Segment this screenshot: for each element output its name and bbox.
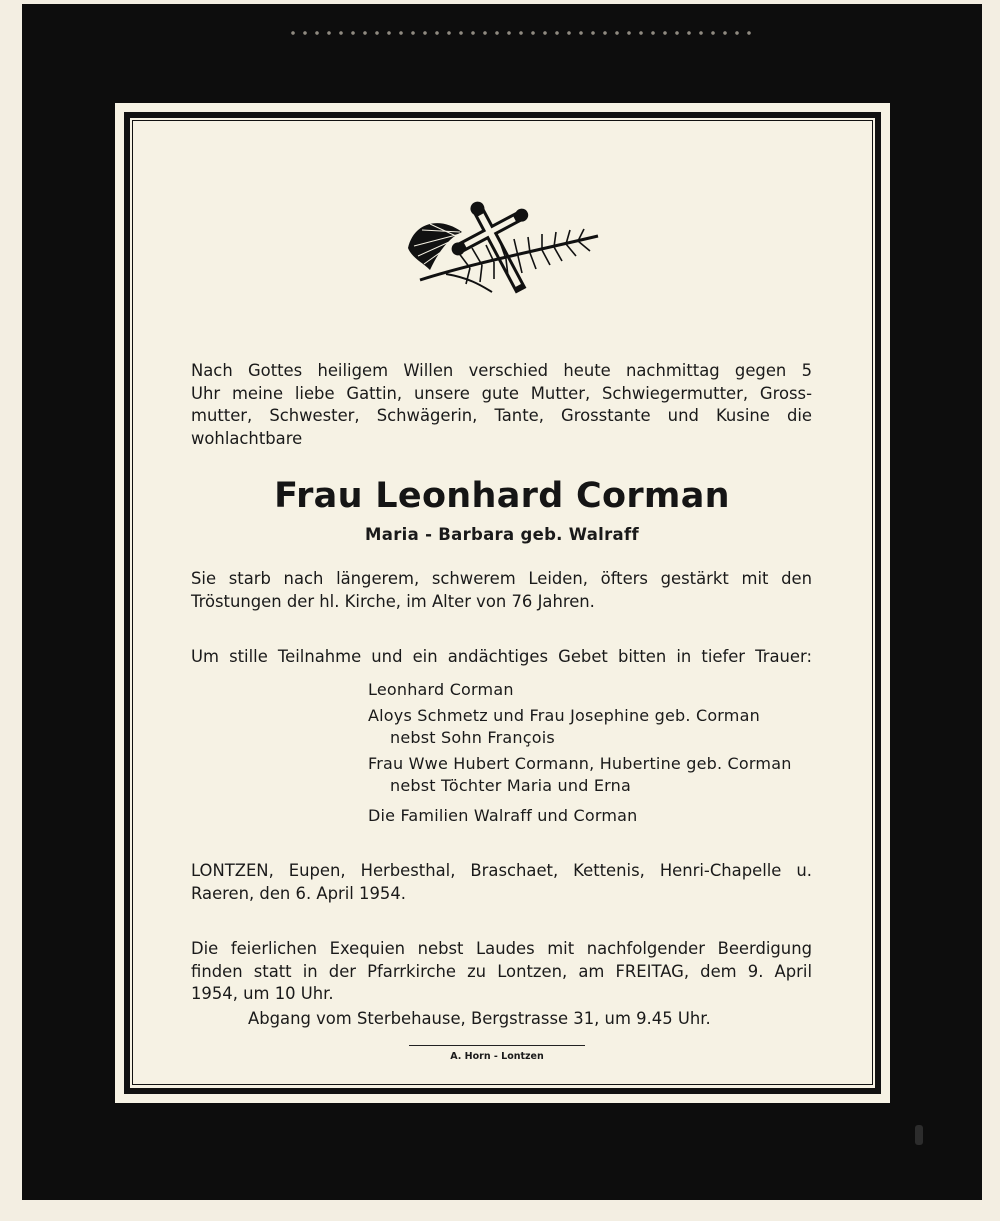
funeral-paragraph xyxy=(191,938,812,1006)
request-line xyxy=(191,646,812,669)
card-notch xyxy=(915,1125,923,1145)
printer-divider xyxy=(409,1045,585,1046)
mourner-family-2-children: nebst Töchter Maria und Erna xyxy=(390,776,632,795)
place-date-line: Raeren, den 6. April 1954. xyxy=(191,883,406,903)
mourner-family-2: Frau Wwe Hubert Cormann, Hubertine geb. Corman xyxy=(368,754,792,773)
place-date-line: LONTZEN, Eupen, Herbesthal, Braschaet, Kettenis, Henri-Chapelle u. xyxy=(191,861,812,880)
perforation-edge xyxy=(287,28,757,38)
funeral-line: finden statt in der Pfarrkirche zu Lontzen, am FREITAG, dem 9. April xyxy=(191,961,812,981)
cross-with-palm-icon xyxy=(400,196,605,302)
death-info-line: Sie starb nach längerem, schwerem Leiden, öfters gestärkt mit den xyxy=(191,569,812,588)
intro-paragraph xyxy=(191,360,812,450)
mourner-families: Die Familien Walraff und Corman xyxy=(368,806,638,825)
intro-line: wohlachtbare xyxy=(191,428,303,448)
death-info-line: Tröstungen der hl. Kirche, im Alter von 76 Jahren. xyxy=(191,591,595,611)
intro-line: Uhr meine liebe Gattin, unsere gute Mutter, Schwiegermutter, Gross- xyxy=(191,383,812,403)
funeral-line: Die feierlichen Exequien nebst Laudes mit nachfolgender Beerdigung xyxy=(191,939,812,958)
funeral-line: 1954, um 10 Uhr. xyxy=(191,984,334,1003)
printer-credit: A. Horn - Lontzen xyxy=(450,1051,544,1062)
deceased-birth-name: Maria - Barbara geb. Walraff xyxy=(365,525,639,544)
mourner-family-1: Aloys Schmetz und Frau Josephine geb. Corman xyxy=(368,706,760,725)
request-text: Um stille Teilnahme und ein andächtiges Gebet bitten in tiefer Trauer: xyxy=(191,647,812,666)
mourner-husband: Leonhard Corman xyxy=(368,680,514,699)
place-date-paragraph xyxy=(191,860,812,905)
mourner-family-1-child: nebst Sohn François xyxy=(390,728,555,747)
departure-line: Abgang vom Sterbehause, Bergstrasse 31, um 9.45 Uhr. xyxy=(248,1009,711,1028)
intro-line: Nach Gottes heiligem Willen verschied heute nachmittag gegen 5 xyxy=(191,361,812,380)
deceased-name: Frau Leonhard Corman xyxy=(274,476,730,516)
intro-line: mutter, Schwester, Schwägerin, Tante, Grosstante und Kusine die xyxy=(191,406,812,425)
death-info-paragraph xyxy=(191,568,812,613)
